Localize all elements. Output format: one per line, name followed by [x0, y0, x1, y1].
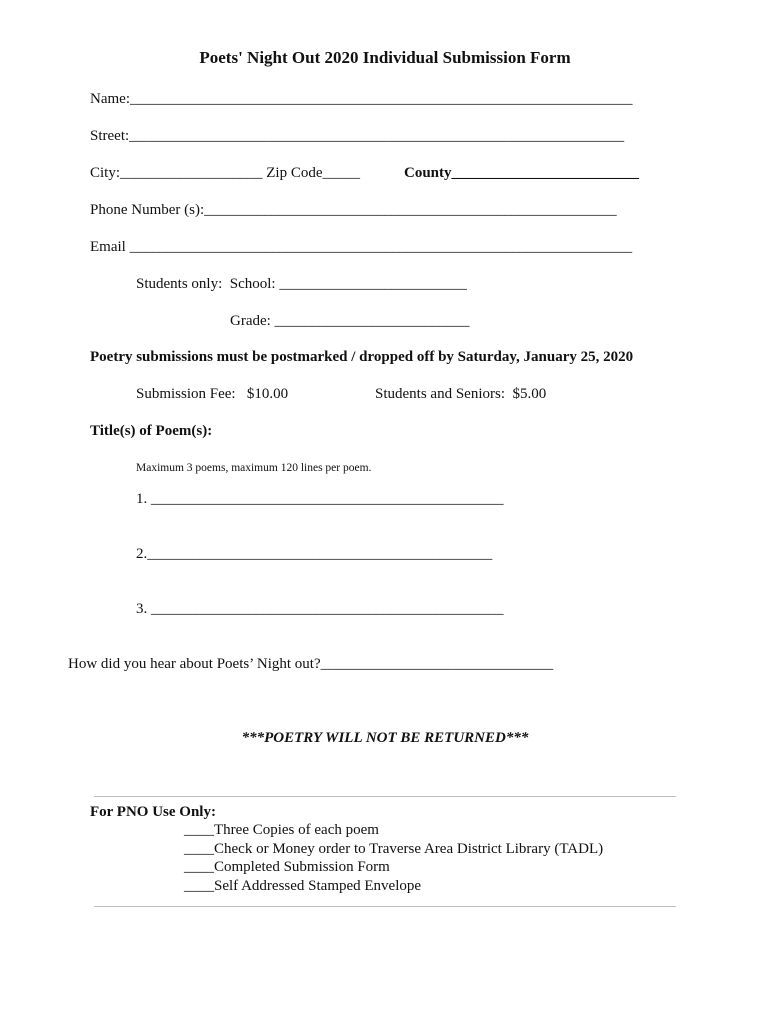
city-zip-field[interactable]: City:___________________ Zip Code_____	[90, 165, 360, 181]
phone-field[interactable]: Phone Number (s):_______________________________________________________	[90, 202, 617, 218]
student-senior-fee: Students and Seniors: $5.00	[375, 386, 547, 402]
poem-limit-note: Maximum 3 poems, maximum 120 lines per poem.	[136, 462, 372, 474]
divider-bottom	[94, 906, 676, 907]
pno-checklist-item: ____Check or Money order to Traverse Area District Library (TADL)	[184, 841, 604, 857]
name-field[interactable]: Name:___________________________________________________________________	[90, 91, 633, 107]
pno-checklist-item: ____Self Addressed Stamped Envelope	[184, 878, 422, 894]
poem-titles-heading: Title(s) of Poem(s):	[90, 423, 213, 439]
county-field[interactable]: County_________________________	[404, 165, 640, 181]
pno-use-heading: For PNO Use Only:	[90, 804, 216, 820]
referral-source-field[interactable]: How did you hear about Poets’ Night out?_______________________________	[68, 656, 554, 672]
pno-checklist-item: ____Three Copies of each poem	[184, 822, 379, 838]
submission-fee: Submission Fee: $10.00	[136, 386, 289, 402]
no-return-warning: ***POETRY WILL NOT BE RETURNED***	[241, 730, 529, 746]
poem-title-field-3[interactable]: 3. _______________________________________________	[136, 601, 504, 617]
divider-top	[94, 796, 676, 797]
pno-checklist-item: ____Completed Submission Form	[184, 859, 390, 875]
poem-title-field-1[interactable]: 1. _______________________________________________	[136, 491, 504, 507]
deadline-notice: Poetry submissions must be postmarked / dropped off by Saturday, January 25, 2020	[90, 349, 634, 365]
student-school-field[interactable]: Students only: School: _________________________	[136, 276, 467, 292]
form-title: Poets' Night Out 2020 Individual Submission Form	[199, 48, 571, 67]
student-grade-field[interactable]: Grade: __________________________	[230, 313, 470, 329]
poem-title-field-2[interactable]: 2.______________________________________________	[136, 546, 493, 562]
street-field[interactable]: Street:__________________________________________________________________	[90, 128, 625, 144]
email-field[interactable]: Email ___________________________________________________________________	[90, 239, 633, 255]
